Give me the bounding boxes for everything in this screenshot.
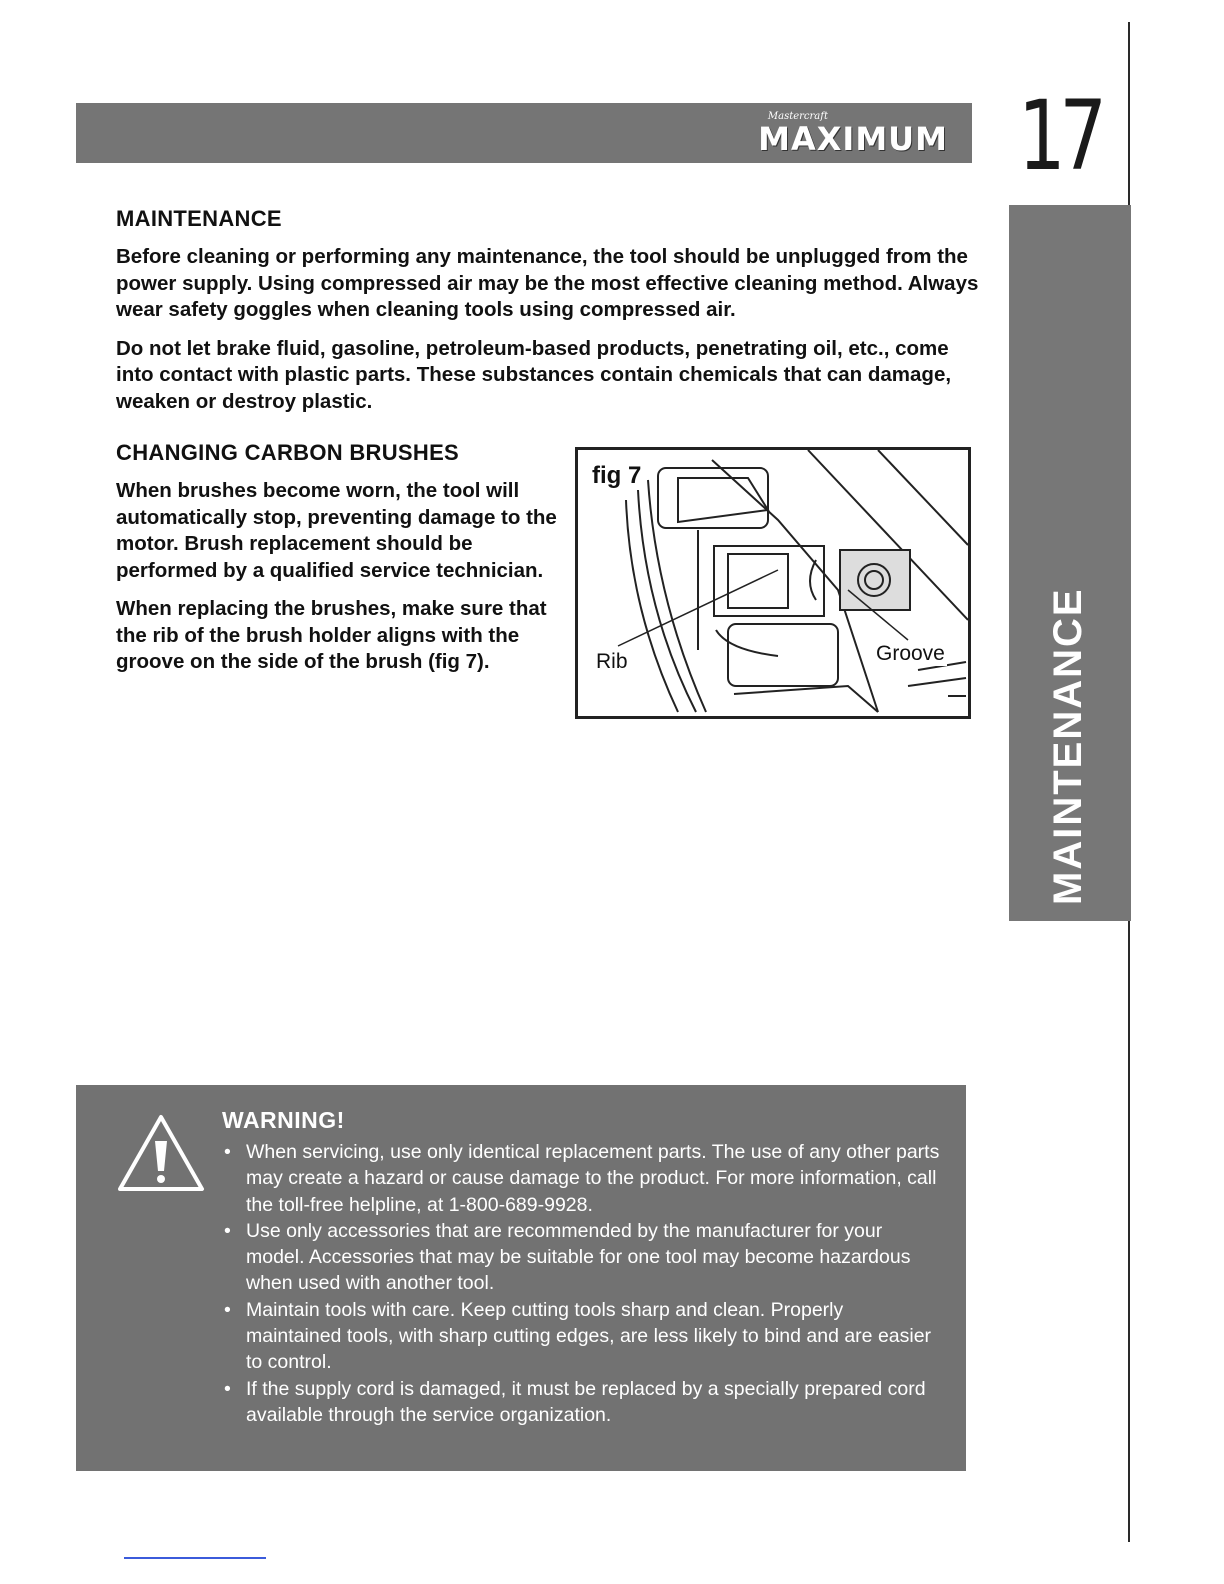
carbon-brushes-heading: CHANGING CARBON BRUSHES: [116, 440, 460, 465]
warning-item-text: Use only accessories that are recommended by the manufacturer for your model. Accessories that may be suitable for one tool may become hazardous when used with another tool.: [246, 1219, 911, 1295]
maintenance-paragraph: Before cleaning or performing any maintenance, the tool should be unplugged from the power supply. Using compressed air may be the most effective cleaning method. Always wear safety goggles when cleaning tools using compressed air.: [116, 245, 979, 321]
brand-logo-main: MAXIMUM: [758, 120, 948, 158]
header-bar: [76, 103, 972, 163]
figure-label: fig 7: [592, 462, 642, 489]
warning-item: [222, 1297, 942, 1376]
warning-item: [222, 1218, 942, 1297]
callout-groove: Groove: [876, 642, 945, 665]
maintenance-paragraph: Do not let brake fluid, gasoline, petroleum-based products, penetrating oil, etc., come into contact with plastic parts. These substances contain chemicals that can damage, weaken or destroy plastic.: [116, 336, 952, 413]
callout-rib: Rib: [596, 650, 628, 673]
bullet: •: [224, 1298, 231, 1321]
warning-item: [222, 1139, 942, 1218]
carbon-brushes-paragraph: When replacing the brushes, make sure that the rib of the brush holder aligns with the groove on the side of the brush (fig 7).: [116, 597, 547, 673]
brand-logo: [728, 111, 948, 157]
warning-list: [222, 1139, 942, 1428]
maintenance-heading: MAINTENANCE: [116, 206, 282, 231]
section-side-tab: [1009, 205, 1131, 921]
side-tab-label: MAINTENANCE: [1046, 587, 1090, 905]
bullet: •: [224, 1141, 231, 1163]
warning-item-text: Maintain tools with care. Keep cutting tools sharp and clean. Properly maintained tools, with sharp cutting edges, are less likely to bind and are easier to control.: [246, 1298, 932, 1374]
footer-rule: [124, 1557, 266, 1559]
warning-item-text: If the supply cord is damaged, it must be replaced by a specially prepared cord available through the service organization.: [246, 1377, 926, 1426]
brand-logo-small: Mastercraft: [767, 111, 828, 122]
carbon-brushes-paragraph: When brushes become worn, the tool will automatically stop, preventing damage to the motor. Brush replacement should be performed by a qualified service technician.: [116, 479, 557, 582]
carbon-brushes-section: [116, 440, 564, 676]
figure-7: [575, 447, 971, 719]
bullet: •: [224, 1377, 231, 1400]
warning-title: WARNING!: [222, 1107, 345, 1133]
bullet: •: [224, 1219, 231, 1242]
page-number: 17: [1018, 80, 1101, 192]
warning-item: [222, 1376, 942, 1429]
warning-triangle-icon: [116, 1113, 206, 1193]
warning-item-text: When servicing, use only identical replacement parts. The use of any other parts may create a hazard or cause damage to the product. For more information, call the toll-free helpline, at 1-800-689-9928.: [246, 1141, 940, 1216]
warning-box: [76, 1085, 966, 1471]
maintenance-section: [116, 206, 986, 415]
